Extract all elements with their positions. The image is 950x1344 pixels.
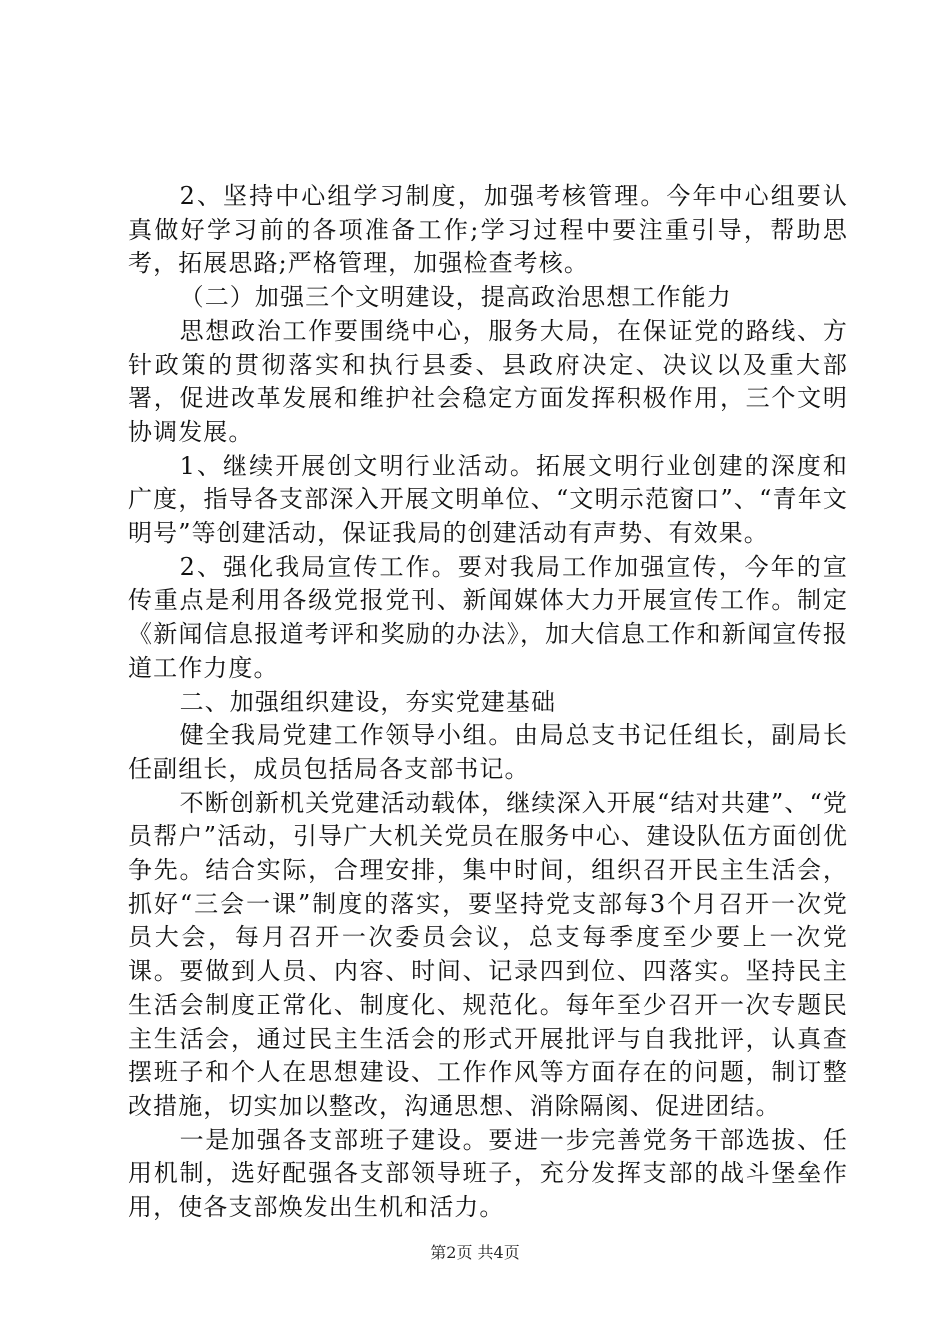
paragraph-branch-building: 一是加强各支部班子建设。要进一步完善党务干部选拔、任用机制，选好配强各支部领导班子，充分发挥支部的战斗堡垒作用，使各支部焕发出生机和活力。 bbox=[128, 1125, 848, 1222]
paragraph-leading-group: 健全我局党建工作领导小组。由局总支书记任组长，副局长任副组长，成员包括局各支部书记。 bbox=[128, 721, 848, 783]
paragraph-party-activities: 不断创新机关党建活动载体，继续深入开展“结对共建”、“党员帮户”活动，引导广大机关党员在服务中心、建设队伍方面创优争先。结合实际，合理安排，集中时间，组织召开民主生活会，抓好“三会一课”制度的落实，要坚持党支部每3个月召开一次党员大会，每月召开一次委员会议，总支每季度至少要上一次党课。要做到人员、内容、时间、记录四到位、四落实。坚持民主生活会制度正常化、制度化、规范化。每年至少召开一次专题民主生活会，通过民主生活会的形式开展批评与自我批评，认真查摆班子和个人在思想建设、工作作风等方面存在的问题，制订整改措施，切实加以整改，沟通思想、消除隔阂、促进团结。 bbox=[128, 788, 848, 1120]
document-body bbox=[128, 180, 848, 1225]
paragraph-ideological-work: 思想政治工作要围绕中心，服务大局，在保证党的路线、方针政策的贯彻落实和执行县委、县政府决定、决议以及重大部署，促进改革发展和维护社会稳定方面发挥积极作用，三个文明协调发展。 bbox=[128, 316, 848, 446]
paragraph-civilized-industry: 1、继续开展创文明行业活动。拓展文明行业创建的深度和广度，指导各支部深入开展文明单位、“文明示范窗口”、“青年文明号”等创建活动，保证我局的创建活动有声势、有效果。 bbox=[128, 451, 848, 548]
page-number: 第2页 共4页 bbox=[430, 1243, 520, 1262]
paragraph-publicity-work: 2、强化我局宣传工作。要对我局工作加强宣传，今年的宣传重点是利用各级党报党刊、新闻媒体大力开展宣传工作。制定《新闻信息报道考评和奖励的办法》，加大信息工作和新闻宣传报道工作力度。 bbox=[128, 552, 848, 682]
page-footer bbox=[0, 1240, 950, 1263]
paragraph-study-system: 2、坚持中心组学习制度，加强考核管理。今年中心组要认真做好学习前的各项准备工作;学习过程中要注重引导，帮助思考，拓展思路;严格管理，加强检查考核。 bbox=[128, 182, 848, 278]
section-heading-organization: 二、加强组织建设，夯实党建基础 bbox=[179, 687, 557, 716]
section-heading-three-civilizations: （二）加强三个文明建设，提高政治思想工作能力 bbox=[179, 283, 732, 312]
